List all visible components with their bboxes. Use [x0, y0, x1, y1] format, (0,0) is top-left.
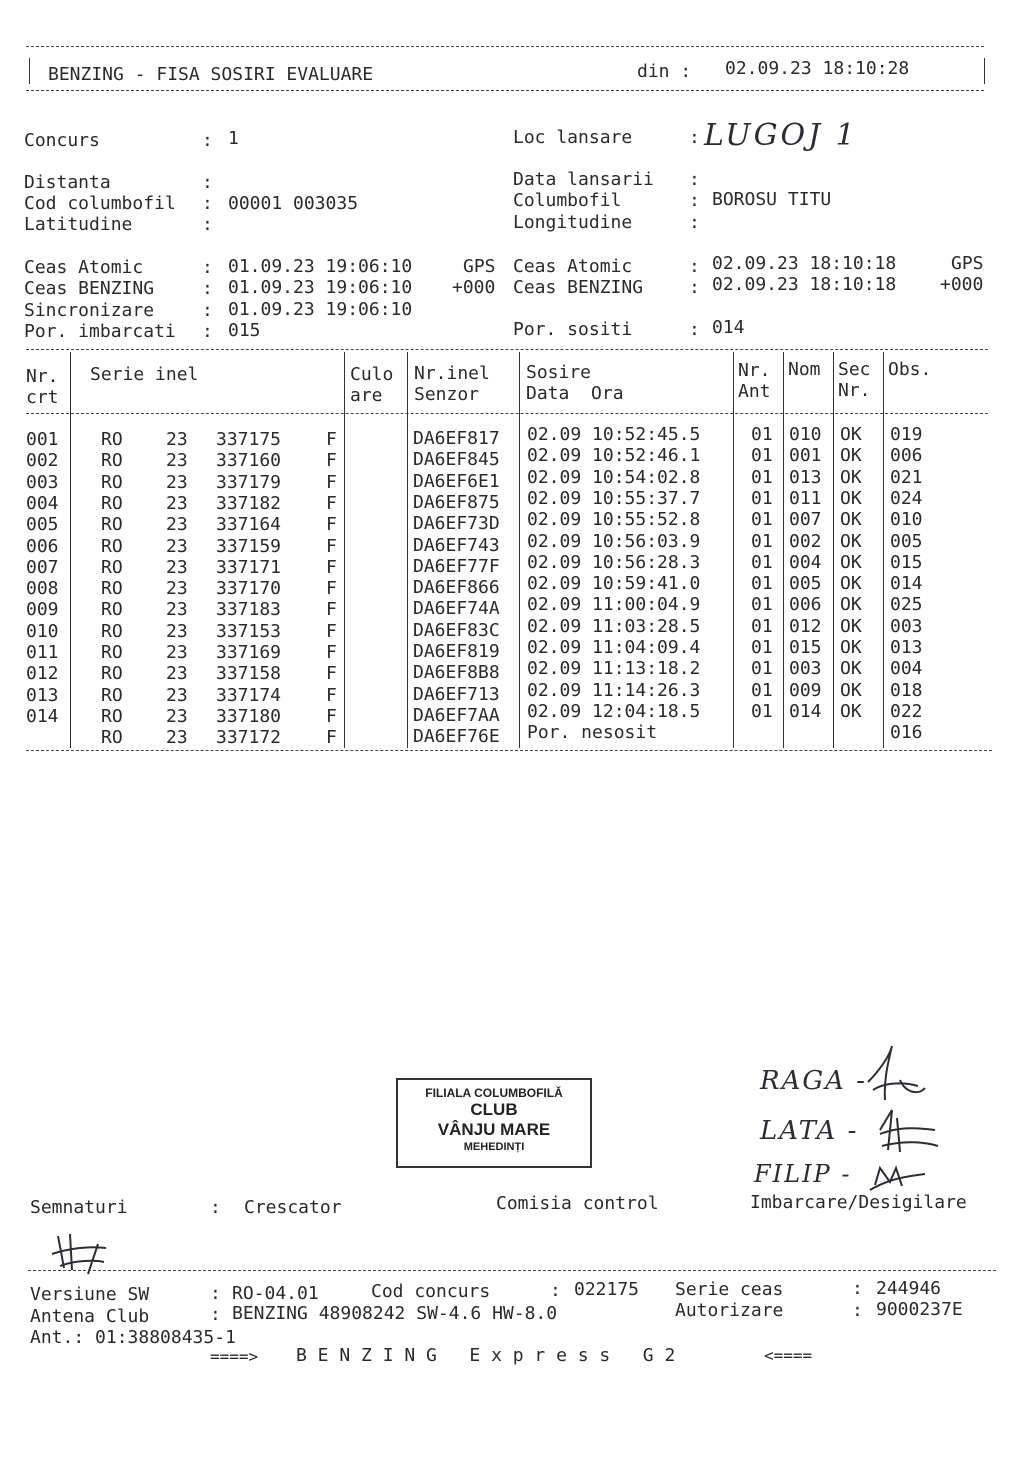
cell-nom: 007 [789, 509, 822, 531]
cell-senzor: DA6EF77F [413, 555, 500, 577]
ceas-benzing-right-label: Ceas BENZING [513, 277, 644, 298]
cell-obs: 018 [890, 679, 923, 701]
cell-sex: F [326, 642, 337, 663]
cell-crt: 006 [26, 535, 59, 557]
cell-sosire: 02.09 10:56:28.3 [527, 551, 701, 573]
semnaturi-colon: : [210, 1197, 221, 1218]
header-serie-inel: Serie inel [90, 364, 199, 385]
cell-obs: 019 [890, 424, 923, 445]
cell-year: 23 [166, 492, 188, 514]
cell-ant: 01 [751, 509, 773, 531]
cell-ring: 337179 [216, 471, 282, 493]
colon: : [550, 1280, 561, 1301]
cell-senzor: DA6EF817 [413, 428, 500, 449]
cell-senzor: DA6EF819 [413, 641, 500, 662]
latitudine-colon: : [202, 214, 213, 235]
cell-nom: 013 [789, 466, 822, 488]
cell-nom: 006 [789, 594, 822, 616]
cell-sex: F [326, 471, 337, 493]
cell-senzor: DA6EF866 [413, 577, 500, 599]
cell-sosire: 02.09 10:52:45.5 [527, 424, 701, 445]
cell-ant: 01 [751, 594, 773, 616]
cell-sex: F [326, 450, 337, 472]
colon: : [202, 300, 213, 321]
ceas-atomic-right-suffix: GPS [951, 253, 984, 274]
cell-sec: OK [840, 487, 862, 509]
cell-obs: 015 [890, 551, 923, 573]
cell-sex: F [326, 535, 337, 557]
cell-obs: 014 [890, 573, 923, 595]
header-sosire: Sosire [526, 362, 592, 383]
cell-ant: 01 [751, 658, 773, 680]
cell-country: RO [101, 684, 123, 706]
cell-senzor: DA6EF845 [413, 449, 500, 471]
cell-sec: OK [840, 679, 862, 701]
cell-sosire: 02.09 12:04:18.5 [527, 700, 701, 722]
cell-sex: F [326, 620, 337, 642]
cell-sosire: 02.09 11:14:26.3 [527, 679, 701, 701]
cell-nom: 003 [789, 658, 822, 680]
sincronizare-label: Sincronizare [24, 300, 155, 321]
colon: : [689, 256, 700, 277]
cell-sec: OK [840, 637, 862, 658]
cell-ant: 01 [751, 551, 773, 573]
cell-crt: 007 [26, 556, 59, 578]
antena-value: BENZING 48908242 SW-4.6 HW-8.0 [232, 1303, 558, 1324]
cell-crt: 005 [26, 514, 59, 536]
cod-columbofil-colon: : [202, 193, 213, 214]
cell-ant: 01 [751, 424, 773, 445]
header-culo: Culo [350, 364, 394, 385]
cell-sec: OK [840, 594, 862, 616]
cell-year: 23 [166, 620, 188, 642]
cell-sosire: 02.09 11:03:28.5 [527, 615, 701, 637]
cell-ant: 01 [751, 679, 773, 701]
loc-lansare-handwritten: LUGOJ 1 [704, 118, 858, 153]
handwritten-filip: FILIP - [754, 1160, 852, 1188]
cell-crt: 008 [26, 578, 59, 600]
cell-ring: 337175 [216, 429, 282, 450]
colon: : [202, 278, 213, 299]
cell-sosire: 02.09 11:13:18.2 [527, 658, 701, 680]
cell-crt: 014 [26, 705, 59, 727]
cell-sex: F [326, 514, 337, 536]
cell-nom: 005 [789, 573, 822, 595]
ceas-benzing-left-label: Ceas BENZING [24, 278, 155, 299]
cod-columbofil-label: Cod columbofil [24, 193, 176, 214]
report-title: BENZING - FISA SOSIRI EVALUARE [48, 64, 374, 85]
cell-country: RO [101, 578, 123, 600]
cell-nom: 012 [789, 615, 822, 637]
cell-country: RO [101, 514, 123, 536]
cell-year: 23 [166, 471, 188, 493]
cell-nom: 004 [789, 551, 822, 573]
cell-obs: 005 [890, 530, 923, 552]
cell-obs: 016 [890, 722, 923, 744]
header-sec: Sec [838, 359, 871, 380]
ant-line: Ant.: 01:38808435-1 [30, 1327, 236, 1348]
serie-ceas-value: 244946 [876, 1278, 942, 1299]
cell-sec: OK [840, 509, 862, 531]
cell-ant: 01 [751, 637, 773, 658]
cell-year: 23 [166, 514, 188, 536]
cell-sosire: 02.09 11:00:04.9 [527, 594, 701, 616]
cell-nom: 011 [789, 487, 822, 509]
cell-sex: F [326, 429, 337, 450]
cell-crt: 002 [26, 450, 59, 472]
por-imbarcati-value: 015 [228, 320, 261, 341]
columbofil-colon: : [689, 190, 700, 211]
imbarcare-label: Imbarcare/Desigilare [750, 1192, 967, 1213]
autorizare-label: Autorizare [675, 1300, 784, 1321]
header-sec-nr: Nr. [838, 380, 871, 401]
cell-year: 23 [166, 599, 188, 621]
cell-year: 23 [166, 705, 188, 727]
data-lansarii-colon: : [689, 169, 700, 190]
cell-obs: 010 [890, 509, 923, 531]
loc-lansare-label: Loc lansare [513, 127, 633, 148]
cell-sex: F [326, 663, 337, 685]
cell-nom: 001 [789, 445, 822, 467]
loc-lansare-colon: : [689, 127, 700, 148]
colon: : [202, 321, 213, 342]
semnaturi-label: Semnaturi [30, 1197, 128, 1218]
signature-lata [880, 1110, 938, 1152]
cell-ring: 337160 [216, 450, 282, 472]
distanta-label: Distanta [24, 172, 111, 193]
brand-arrow-left: ====> [210, 1347, 259, 1366]
cell-senzor: DA6EF73D [413, 513, 500, 535]
concurs-label: Concurs [24, 130, 100, 151]
cell-sex: F [326, 684, 337, 706]
cell-ring: 337180 [216, 705, 282, 727]
cell-nom: 002 [789, 530, 822, 552]
header-obs: Obs. [888, 359, 932, 380]
cell-senzor: DA6EF76E [413, 726, 500, 748]
header-data-ora: Data Ora [526, 383, 624, 404]
cell-senzor: DA6EF713 [413, 683, 500, 705]
cod-columbofil-value: 00001 003035 [228, 193, 359, 214]
cell-crt: 012 [26, 663, 59, 685]
longitudine-colon: : [689, 212, 700, 233]
cell-country: RO [101, 620, 123, 642]
cell-sosire: 02.09 10:59:41.0 [527, 573, 701, 595]
handwritten-lata: LATA - [760, 1116, 859, 1146]
cell-ring: 337164 [216, 514, 282, 536]
colon: : [210, 1304, 221, 1325]
cell-ring: 337171 [216, 556, 282, 578]
cell-ant: 01 [751, 530, 773, 552]
cell-senzor: DA6EF875 [413, 491, 500, 513]
header-nr-inel: Nr.inel [414, 363, 490, 384]
cell-year: 23 [166, 727, 188, 749]
cell-year: 23 [166, 535, 188, 557]
cell-ring: 337170 [216, 578, 282, 600]
header-senzor: Senzor [414, 384, 480, 405]
cell-sec: OK [840, 445, 862, 467]
latitudine-label: Latitudine [24, 214, 133, 235]
signature-filip [870, 1168, 925, 1190]
ceas-atomic-left-suffix: GPS [463, 256, 496, 277]
cell-obs: 004 [890, 658, 923, 680]
cod-concurs-value: 022175 [574, 1279, 640, 1300]
cell-obs: 021 [890, 466, 923, 488]
ceas-atomic-left-label: Ceas Atomic [24, 257, 144, 278]
header-crt: crt [26, 387, 59, 408]
ceas-atomic-left-value: 01.09.23 19:06:10 [228, 256, 413, 277]
comisia-label: Comisia control [496, 1193, 659, 1214]
cell-senzor: DA6EF7AA [413, 704, 500, 726]
header-ant: Ant [738, 381, 771, 402]
serie-ceas-label: Serie ceas [675, 1279, 784, 1300]
cell-nom: 015 [789, 637, 822, 658]
cell-country: RO [101, 471, 123, 493]
cell-sec: OK [840, 424, 862, 445]
distanta-colon: : [202, 172, 213, 193]
cell-crt: 009 [26, 599, 59, 621]
cell-nom: 014 [789, 700, 822, 722]
header-nr-ant: Nr. [738, 360, 771, 381]
cell-senzor: DA6EF74A [413, 598, 500, 620]
ceas-atomic-right-label: Ceas Atomic [513, 256, 633, 277]
cell-ring: 337174 [216, 684, 282, 706]
data-lansarii-label: Data lansarii [513, 169, 654, 190]
header-are: are [350, 385, 383, 406]
ceas-benzing-left-value: 01.09.23 19:06:10 [228, 277, 413, 298]
cell-crt: 011 [26, 642, 59, 663]
cell-sex: F [326, 599, 337, 621]
cell-ring: 337183 [216, 599, 282, 621]
sincronizare-value: 01.09.23 19:06:10 [228, 299, 413, 320]
cell-obs: 025 [890, 594, 923, 616]
ceas-benzing-right-suffix: +000 [940, 274, 984, 295]
cell-ant: 01 [751, 700, 773, 722]
cell-country: RO [101, 727, 123, 749]
cell-senzor: DA6EF6E1 [413, 470, 500, 492]
cell-country: RO [101, 663, 123, 685]
por-sositi-value: 014 [712, 317, 745, 338]
cell-country: RO [101, 429, 123, 450]
cell-sosire: Por. nesosit [527, 722, 658, 744]
cell-sec: OK [840, 551, 862, 573]
header-nom: Nom [788, 359, 821, 380]
por-imbarcati-label: Por. imbarcati [24, 321, 176, 342]
cell-nom: 009 [789, 679, 822, 701]
cell-sosire: 02.09 11:04:09.4 [527, 637, 701, 658]
ceas-benzing-left-suffix: +000 [452, 277, 496, 298]
columbofil-label: Columbofil [513, 190, 622, 211]
cell-country: RO [101, 642, 123, 663]
antena-label: Antena Club [30, 1306, 150, 1327]
ceas-benzing-right-value: 02.09.23 18:10:18 [712, 274, 897, 295]
cell-country: RO [101, 535, 123, 557]
cell-ring: 337172 [216, 727, 282, 749]
cell-sec: OK [840, 700, 862, 722]
cell-crt: 001 [26, 429, 59, 450]
crescator-label: Crescator [244, 1197, 342, 1218]
cell-sosire: 02.09 10:55:37.7 [527, 487, 701, 509]
autorizare-value: 9000237E [876, 1299, 963, 1320]
cell-country: RO [101, 599, 123, 621]
colon: : [210, 1283, 221, 1304]
footer-top-border [28, 1270, 996, 1271]
cell-sec: OK [840, 658, 862, 680]
cell-sex: F [326, 727, 337, 749]
colon: : [852, 1278, 863, 1299]
cell-obs: 003 [890, 615, 923, 637]
cell-senzor: DA6EF743 [413, 534, 500, 556]
cell-sosire: 02.09 10:54:02.8 [527, 466, 701, 488]
cell-crt: 004 [26, 492, 59, 514]
cell-ring: 337182 [216, 492, 282, 514]
cell-ant: 01 [751, 487, 773, 509]
cod-concurs-label: Cod concurs [371, 1281, 491, 1302]
cell-ant: 01 [751, 615, 773, 637]
cell-year: 23 [166, 663, 188, 685]
cell-obs: 024 [890, 487, 923, 509]
cell-year: 23 [166, 642, 188, 663]
cell-country: RO [101, 556, 123, 578]
cell-sosire: 02.09 10:56:03.9 [527, 530, 701, 552]
cell-obs: 013 [890, 637, 923, 658]
cell-sex: F [326, 705, 337, 727]
cell-ring: 337158 [216, 663, 282, 685]
cell-nom: 010 [789, 424, 822, 445]
brand-text: B E N Z I N G E x p r e s s G 2 [296, 1345, 676, 1366]
versiune-label: Versiune SW [30, 1284, 150, 1305]
concurs-value: 1 [228, 128, 239, 149]
cell-year: 23 [166, 578, 188, 600]
cell-sex: F [326, 556, 337, 578]
stamp-line2: CLUB [470, 1100, 518, 1119]
cell-senzor: DA6EF8B8 [413, 662, 500, 684]
cell-sosire: 02.09 10:55:52.8 [527, 509, 701, 531]
cell-obs: 022 [890, 700, 923, 722]
cell-senzor: DA6EF83C [413, 619, 500, 641]
cell-obs: 006 [890, 445, 923, 467]
colon: : [852, 1300, 863, 1321]
cell-country: RO [101, 492, 123, 514]
cell-crt: 010 [26, 620, 59, 642]
cell-ring: 337169 [216, 642, 282, 663]
ceas-atomic-right-value: 02.09.23 18:10:18 [712, 253, 897, 274]
colon: : [689, 277, 700, 298]
cell-year: 23 [166, 556, 188, 578]
cell-country: RO [101, 450, 123, 472]
cell-year: 23 [166, 429, 188, 450]
header-nr: Nr. [26, 366, 59, 387]
cell-ring: 337159 [216, 535, 282, 557]
cell-sec: OK [840, 466, 862, 488]
cell-sec: OK [840, 573, 862, 595]
cell-crt: 013 [26, 684, 59, 706]
cell-sosire: 02.09 10:52:46.1 [527, 445, 701, 467]
stamp-line3: VÂNJU MARE [437, 1120, 551, 1139]
versiune-value: RO-04.01 [232, 1283, 319, 1304]
cell-ant: 01 [751, 466, 773, 488]
din-label: din : [637, 61, 692, 82]
handwritten-raga: RAGA - [760, 1066, 867, 1096]
colon: : [689, 319, 700, 340]
cell-year: 23 [166, 450, 188, 472]
stamp-line1: FILIALA COLUMBOFILĂ [425, 1086, 563, 1100]
cell-year: 23 [166, 684, 188, 706]
signature-raga [868, 1046, 925, 1100]
columbofil-value: BOROSU TITU [712, 189, 832, 210]
cell-sex: F [326, 578, 337, 600]
cell-country: RO [101, 705, 123, 727]
concurs-colon: : [202, 130, 213, 151]
colon: : [202, 257, 213, 278]
cell-crt: 003 [26, 471, 59, 493]
cell-sec: OK [840, 615, 862, 637]
signature-crescator [52, 1234, 106, 1274]
cell-ring: 337153 [216, 620, 282, 642]
cell-sex: F [326, 492, 337, 514]
longitudine-label: Longitudine [513, 212, 633, 233]
brand-arrow-right: <==== [764, 1346, 813, 1365]
cell-ant: 01 [751, 445, 773, 467]
por-sositi-label: Por. sositi [513, 319, 633, 340]
cell-sec: OK [840, 530, 862, 552]
stamp-line4: MEHEDINȚI [463, 1141, 525, 1153]
din-value: 02.09.23 18:10:28 [725, 58, 910, 79]
cell-ant: 01 [751, 573, 773, 595]
